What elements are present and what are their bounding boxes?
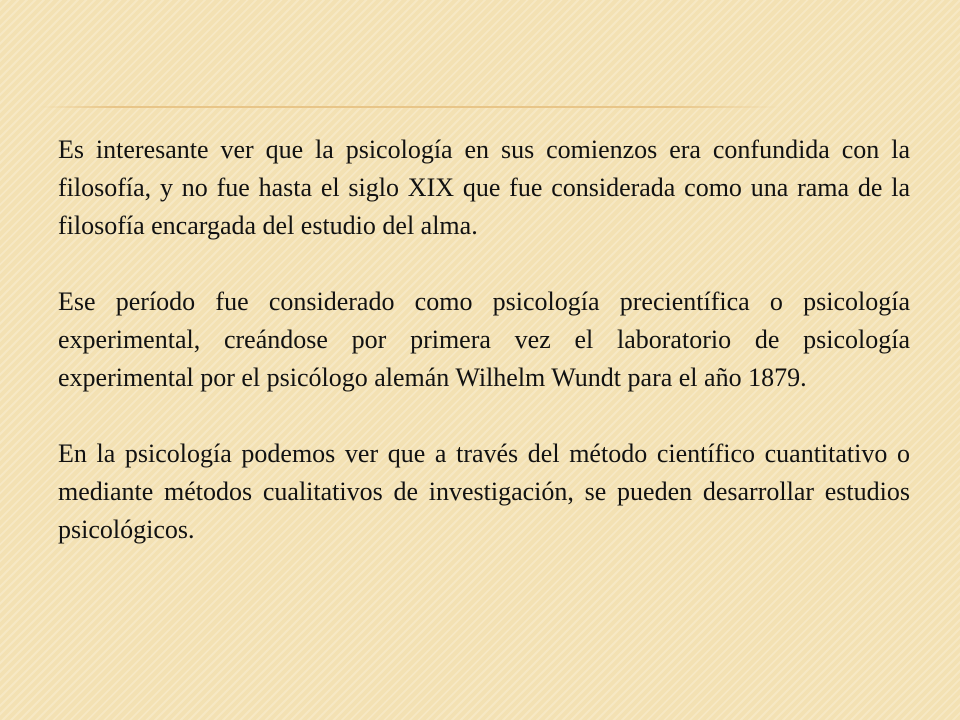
paragraph-psychology-origins: Es interesante ver que la psicología en sus comienzos era confundida con la filosofía, y no fue hasta el siglo XIX que fue considerada como una rama de la filosofía encargada del estudio del alma. [58, 135, 910, 240]
paragraph-research-methods: En la psicología podemos ver que a través del método científico cuantitativo o mediante métodos cualitativos de investigación, se pueden desarrollar estudios psicológicos. [58, 439, 910, 544]
slide-body-text [58, 131, 910, 549]
paragraph-experimental-psychology: Ese período fue considerado como psicología precientífica o psicología experimental, creándose por primera vez el laboratorio de psicología experimental por el psicólogo alemán Wilhelm Wundt para el año 1879. [58, 287, 910, 392]
title-divider-line [40, 106, 780, 108]
